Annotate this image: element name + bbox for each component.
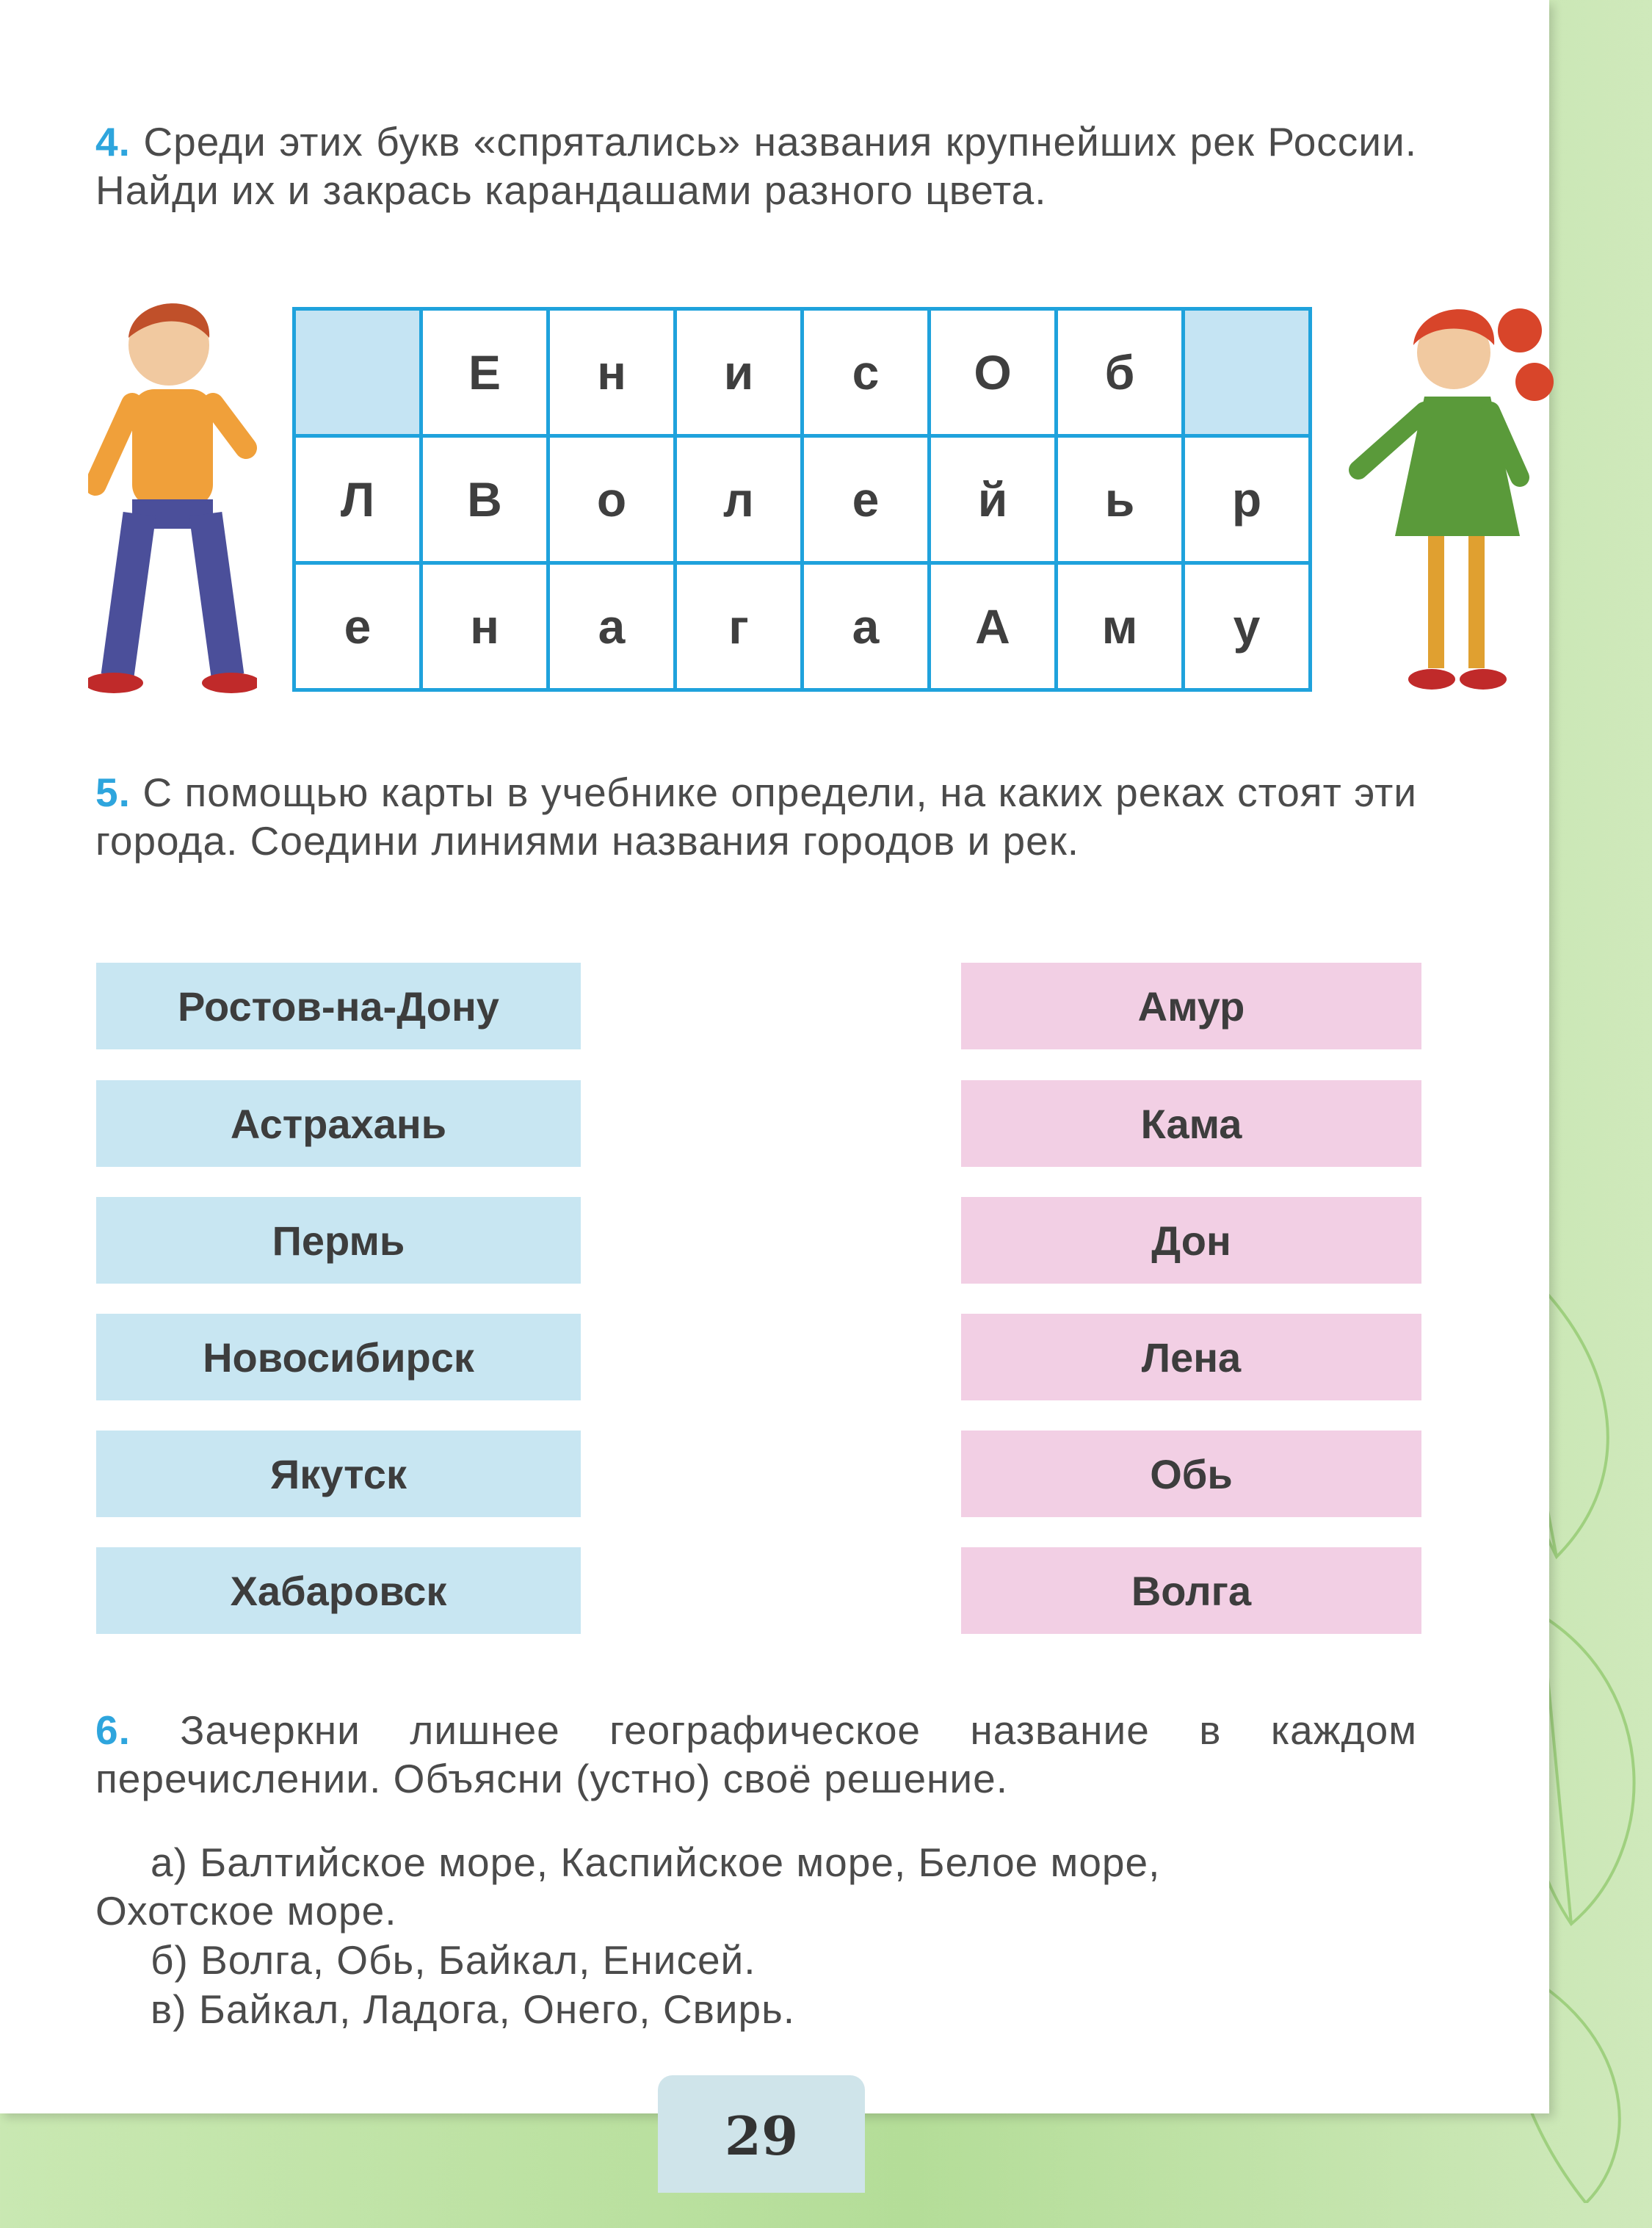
city-box[interactable]: Пермь	[96, 1197, 581, 1284]
city-box[interactable]: Хабаровск	[96, 1547, 581, 1634]
page-number-tab	[658, 2075, 865, 2193]
task-4-text	[95, 117, 1417, 214]
grid-cell[interactable]: с	[803, 309, 930, 436]
task-6-instructions: Зачеркни лишнее географическое название в каждом перечислении. Объясни (устно) своё решение.	[95, 1707, 1418, 1801]
task-4-instructions: Среди этих букв «спрятались» названия крупнейших рек России. Найди их и закрась карандашами разного цвета.	[95, 119, 1418, 213]
city-box[interactable]: Ростов-на-Дону	[96, 963, 581, 1049]
list-item-c[interactable]: в) Байкал, Ладога, Онего, Свирь.	[151, 1986, 796, 2032]
city-box[interactable]: Якутск	[96, 1431, 581, 1517]
girl-illustration-icon	[1344, 301, 1586, 698]
grid-cell[interactable]: ь	[1057, 436, 1184, 563]
river-box[interactable]: Волга	[961, 1547, 1421, 1634]
grid-cell[interactable]: л	[675, 436, 803, 563]
river-box[interactable]: Лена	[961, 1314, 1421, 1400]
task-6-number: 6.	[95, 1707, 131, 1753]
task-5-text	[95, 768, 1417, 865]
grid-cell[interactable]	[1184, 309, 1311, 436]
grid-cell[interactable]: а	[803, 563, 930, 690]
grid-cell[interactable]: В	[421, 436, 548, 563]
grid-cell[interactable]: г	[675, 563, 803, 690]
list-item-a[interactable]: а) Балтийское море, Каспийское море, Белое море,	[151, 1840, 1161, 1885]
task-5-instructions: С помощью карты в учебнике определи, на каких реках стоят эти города. Соедини линиями названия городов и рек.	[95, 770, 1417, 864]
river-box[interactable]: Кама	[961, 1080, 1421, 1167]
grid-cell[interactable]: и	[675, 309, 803, 436]
river-box[interactable]: Амур	[961, 963, 1421, 1049]
grid-cell[interactable]	[294, 309, 421, 436]
grid-cell[interactable]: н	[548, 309, 675, 436]
grid-cell[interactable]: О	[930, 309, 1057, 436]
city-box[interactable]: Астрахань	[96, 1080, 581, 1167]
grid-cell[interactable]: Л	[294, 436, 421, 563]
list-item-a-continued[interactable]: Охотское море.	[95, 1888, 397, 1934]
grid-cell[interactable]: о	[548, 436, 675, 563]
city-box[interactable]: Новосибирск	[96, 1314, 581, 1400]
river-box[interactable]: Обь	[961, 1431, 1421, 1517]
task-6-text	[95, 1706, 1417, 1803]
grid-cell[interactable]: р	[1184, 436, 1311, 563]
grid-cell[interactable]: б	[1057, 309, 1184, 436]
task-4-number: 4.	[95, 119, 131, 164]
river-box[interactable]: Дон	[961, 1197, 1421, 1284]
page-number: 29	[724, 2105, 799, 2167]
grid-cell[interactable]: н	[421, 563, 548, 690]
letter-grid	[292, 307, 1312, 692]
grid-cell[interactable]: е	[803, 436, 930, 563]
list-item-b[interactable]: б) Волга, Обь, Байкал, Енисей.	[151, 1937, 756, 1983]
grid-cell[interactable]: й	[930, 436, 1057, 563]
task-5-number: 5.	[95, 770, 131, 815]
grid-cell[interactable]: А	[930, 563, 1057, 690]
grid-cell[interactable]: Е	[421, 309, 548, 436]
grid-cell[interactable]: е	[294, 563, 421, 690]
grid-cell[interactable]: а	[548, 563, 675, 690]
grid-cell[interactable]: м	[1057, 563, 1184, 690]
boy-illustration-icon	[88, 294, 257, 698]
grid-cell[interactable]: у	[1184, 563, 1311, 690]
